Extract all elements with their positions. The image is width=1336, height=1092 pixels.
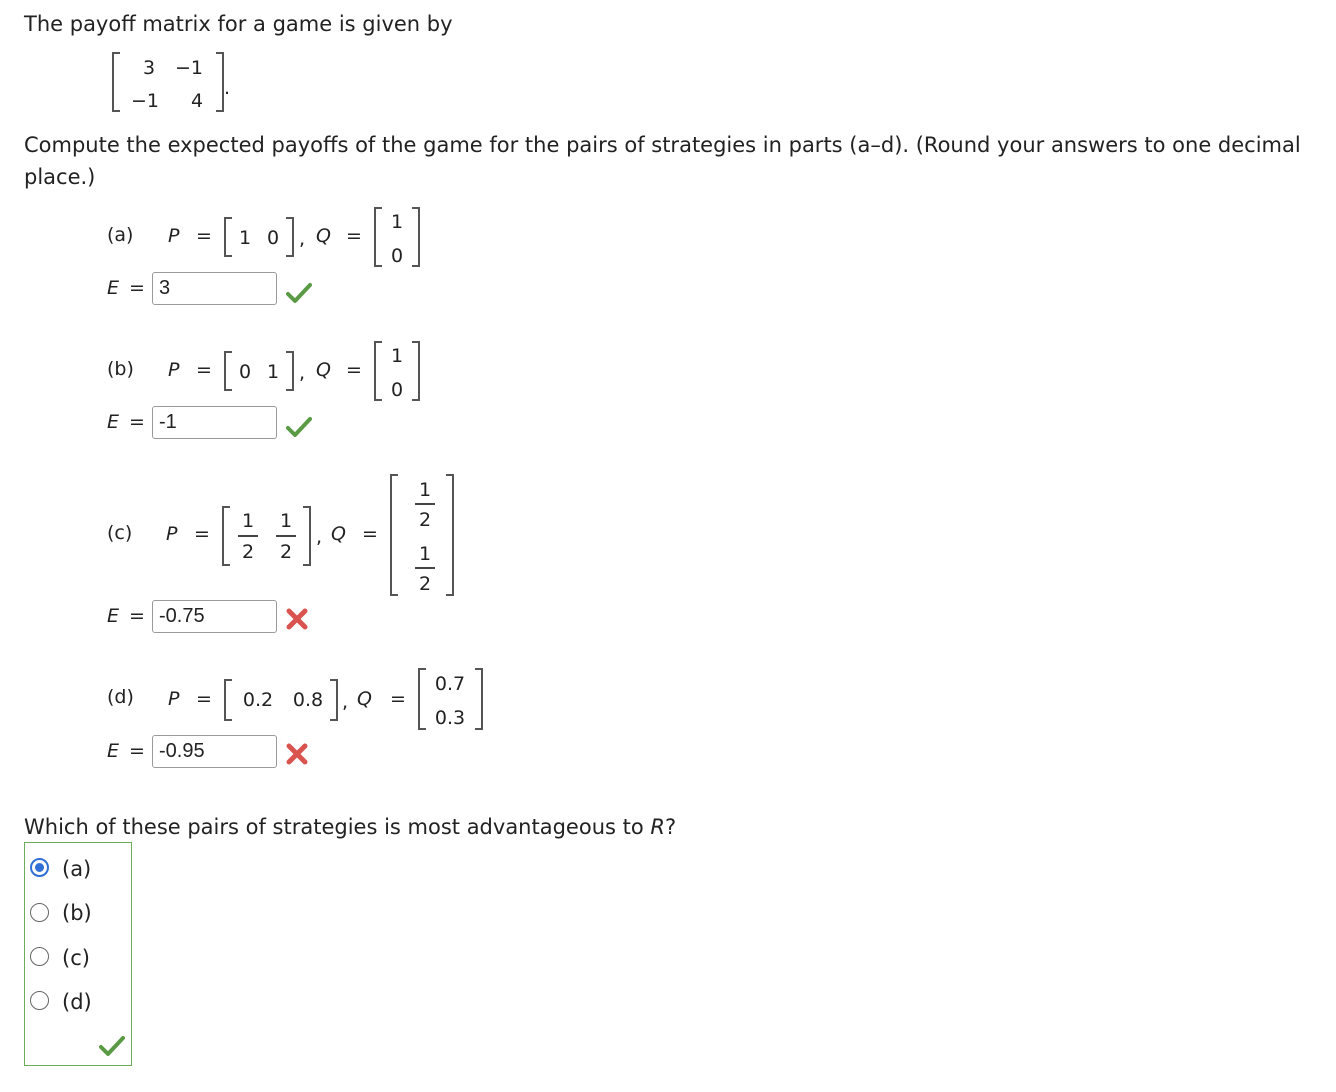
part-d-label: (d) <box>107 686 134 708</box>
q-variable: Q <box>316 225 331 247</box>
q-cell: 1 <box>390 345 404 367</box>
q-left-bracket <box>418 668 426 730</box>
fraction-numerator: 1 <box>418 543 432 565</box>
instructions-text: Compute the expected payoffs of the game for the pairs of strategies in parts (a–d). (Round your answers to one decimal <box>24 133 1301 157</box>
question-body: Which of these pairs of strategies is most advantageous to <box>24 815 651 839</box>
p-cell: 1 <box>238 227 252 249</box>
fraction-bar <box>276 535 296 537</box>
correct-check-icon <box>286 280 312 306</box>
radio-option-d[interactable] <box>30 991 49 1010</box>
q-variable: Q <box>331 523 346 545</box>
q-cell: 0.7 <box>434 673 466 695</box>
fraction-numerator: 1 <box>418 479 432 501</box>
q-right-bracket <box>412 341 420 401</box>
q-right-bracket <box>446 474 454 596</box>
equals-sign: = <box>129 740 145 762</box>
p-cell: 0.2 <box>242 689 274 711</box>
part-b-label: (b) <box>107 358 134 380</box>
intro-text: The payoff matrix for a game is given by <box>24 12 453 36</box>
fraction-denominator: 2 <box>418 509 432 531</box>
comma: , <box>342 691 349 713</box>
radio-option-b[interactable] <box>30 903 49 922</box>
option-label: (d) <box>62 990 92 1014</box>
option-label: (a) <box>62 857 92 881</box>
radio-option-a[interactable] <box>30 858 49 877</box>
fraction-denominator: 2 <box>418 573 432 595</box>
fraction-bar <box>415 567 435 569</box>
question-end: ? <box>664 815 677 839</box>
p-left-bracket <box>224 679 232 721</box>
fraction-bar <box>238 535 258 537</box>
p-cell: 1 <box>266 361 280 383</box>
question-variable: R <box>650 815 665 839</box>
p-cell: 0 <box>238 361 252 383</box>
p-variable: P <box>168 359 180 381</box>
e-variable: E <box>107 740 120 762</box>
p-right-bracket <box>286 217 294 257</box>
answer-input-b[interactable]: -1 <box>152 406 277 439</box>
equals-sign: = <box>194 523 210 545</box>
fraction-denominator: 2 <box>279 541 293 563</box>
matrix-cell: −1 <box>130 90 159 112</box>
comma: , <box>299 362 306 384</box>
equals-sign: = <box>129 605 145 627</box>
incorrect-x-icon <box>284 741 310 767</box>
equals-sign: = <box>196 688 212 710</box>
e-variable: E <box>107 605 120 627</box>
e-variable: E <box>107 411 120 433</box>
equals-sign: = <box>196 359 212 381</box>
answer-input-d[interactable]: -0.95 <box>152 735 277 768</box>
p-right-bracket <box>330 679 338 721</box>
q-variable: Q <box>316 359 331 381</box>
answer-input-a[interactable]: 3 <box>152 272 277 305</box>
part-c-label: (c) <box>107 522 133 544</box>
p-right-bracket <box>303 506 311 566</box>
q-cell: 1 <box>390 211 404 233</box>
p-left-bracket <box>224 351 232 391</box>
option-label: (b) <box>62 901 92 925</box>
q-left-bracket <box>390 474 398 596</box>
p-variable: P <box>166 523 178 545</box>
comma: , <box>299 228 306 250</box>
q-cell: 0 <box>390 379 404 401</box>
correct-check-icon <box>99 1033 125 1059</box>
p-cell: 0.8 <box>292 689 324 711</box>
p-variable: P <box>168 688 180 710</box>
p-left-bracket <box>222 506 230 566</box>
comma: , <box>316 526 323 548</box>
answer-input-c[interactable]: -0.75 <box>152 600 277 633</box>
equals-sign: = <box>129 277 145 299</box>
fraction-bar <box>415 503 435 505</box>
fraction-denominator: 2 <box>241 541 255 563</box>
equals-sign: = <box>346 359 362 381</box>
fraction-numerator: 1 <box>241 510 255 532</box>
option-label: (c) <box>62 946 90 970</box>
part-a-label: (a) <box>107 224 134 246</box>
p-cell: 0 <box>266 227 280 249</box>
equals-sign: = <box>129 411 145 433</box>
p-left-bracket <box>224 217 232 257</box>
period: . <box>223 77 231 99</box>
radio-option-c[interactable] <box>30 947 49 966</box>
incorrect-x-icon <box>284 606 310 632</box>
q-right-bracket <box>475 668 483 730</box>
left-bracket <box>112 52 120 112</box>
question-text <box>24 811 676 843</box>
q-cell: 0.3 <box>434 707 466 729</box>
payoff-matrix <box>112 52 232 114</box>
equals-sign: = <box>390 688 406 710</box>
matrix-cell: −1 <box>174 57 203 79</box>
matrix-cell: 3 <box>142 57 156 79</box>
fraction-numerator: 1 <box>279 510 293 532</box>
e-variable: E <box>107 277 120 299</box>
instructions-text-cont: place.) <box>24 165 96 189</box>
q-cell: 0 <box>390 245 404 267</box>
p-variable: P <box>168 225 180 247</box>
p-right-bracket <box>286 351 294 391</box>
matrix-cell: 4 <box>190 90 204 112</box>
correct-check-icon <box>286 414 312 440</box>
equals-sign: = <box>362 523 378 545</box>
q-right-bracket <box>412 207 420 267</box>
equals-sign: = <box>196 225 212 247</box>
equals-sign: = <box>346 225 362 247</box>
q-left-bracket <box>374 207 382 267</box>
q-variable: Q <box>357 688 372 710</box>
q-left-bracket <box>374 341 382 401</box>
